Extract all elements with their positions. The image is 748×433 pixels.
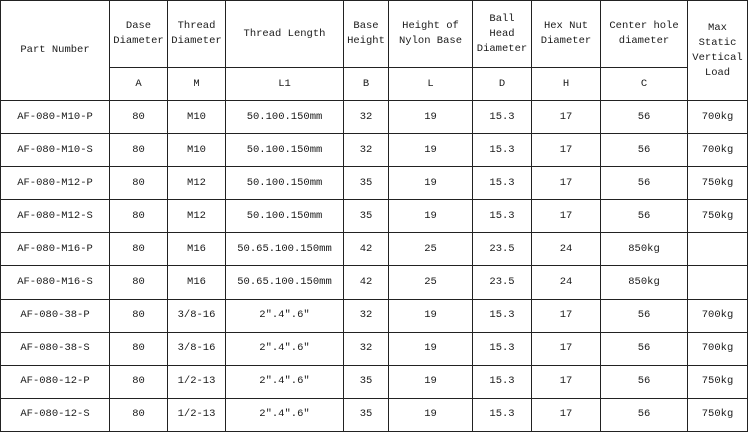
max-load-cell: 700kg	[688, 101, 748, 134]
hex-nut-cell: 17	[532, 398, 601, 431]
hex-nut-cell: 17	[532, 200, 601, 233]
symbol-m: M	[168, 68, 226, 101]
header-base-height: Base Height	[344, 1, 389, 68]
thread-length-cell: 50.65.100.150mm	[226, 266, 344, 299]
center-hole-cell: 56	[601, 167, 688, 200]
max-load-cell	[688, 266, 748, 299]
header-row	[1, 1, 748, 68]
thread-diameter-cell: M10	[168, 134, 226, 167]
table-row	[1, 266, 748, 299]
symbol-c: C	[601, 68, 688, 101]
ball-head-cell: 23.5	[473, 266, 532, 299]
hex-nut-cell: 17	[532, 134, 601, 167]
center-hole-cell: 56	[601, 200, 688, 233]
thread-length-cell: 50.100.150mm	[226, 167, 344, 200]
hex-nut-cell: 24	[532, 233, 601, 266]
part-number-cell: AF-080-38-S	[1, 332, 110, 365]
symbol-d: D	[473, 68, 532, 101]
center-hole-cell: 56	[601, 101, 688, 134]
ball-head-cell: 15.3	[473, 134, 532, 167]
center-hole-cell: 56	[601, 299, 688, 332]
base-diameter-cell: 80	[110, 332, 168, 365]
thread-diameter-cell: 1/2-13	[168, 398, 226, 431]
center-hole-cell: 56	[601, 134, 688, 167]
thread-length-cell: 50.100.150mm	[226, 101, 344, 134]
max-load-cell: 750kg	[688, 167, 748, 200]
center-hole-cell: 56	[601, 365, 688, 398]
thread-diameter-cell: M16	[168, 233, 226, 266]
nylon-height-cell: 19	[389, 167, 473, 200]
thread-length-cell: 50.65.100.150mm	[226, 233, 344, 266]
symbol-l1: L1	[226, 68, 344, 101]
nylon-height-cell: 19	[389, 134, 473, 167]
thread-length-cell: 2″.4″.6″	[226, 365, 344, 398]
ball-head-cell: 15.3	[473, 365, 532, 398]
part-number-cell: AF-080-M10-S	[1, 134, 110, 167]
base-diameter-cell: 80	[110, 266, 168, 299]
base-height-cell: 35	[344, 365, 389, 398]
hex-nut-cell: 17	[532, 167, 601, 200]
ball-head-cell: 15.3	[473, 101, 532, 134]
thread-diameter-cell: 1/2-13	[168, 365, 226, 398]
ball-head-cell: 15.3	[473, 200, 532, 233]
header-max-load: Max Static Vertical Load	[688, 1, 748, 101]
part-number-cell: AF-080-38-P	[1, 299, 110, 332]
max-load-cell: 700kg	[688, 299, 748, 332]
ball-head-cell: 15.3	[473, 167, 532, 200]
nylon-height-cell: 19	[389, 200, 473, 233]
header-thread-diameter: Thread Diameter	[168, 1, 226, 68]
max-load-cell: 750kg	[688, 365, 748, 398]
thread-diameter-cell: M12	[168, 200, 226, 233]
table-row	[1, 299, 748, 332]
center-hole-cell: 56	[601, 332, 688, 365]
base-diameter-cell: 80	[110, 167, 168, 200]
hex-nut-cell: 17	[532, 332, 601, 365]
header-nylon-height: Height of Nylon Base	[389, 1, 473, 68]
thread-diameter-cell: 3/8-16	[168, 299, 226, 332]
nylon-height-cell: 19	[389, 398, 473, 431]
thread-diameter-cell: M16	[168, 266, 226, 299]
center-hole-cell: 56	[601, 398, 688, 431]
base-height-cell: 35	[344, 167, 389, 200]
hex-nut-cell: 17	[532, 365, 601, 398]
ball-head-cell: 15.3	[473, 398, 532, 431]
hex-nut-cell: 17	[532, 299, 601, 332]
hex-nut-cell: 17	[532, 101, 601, 134]
header-ball-head-diameter: Ball Head Diameter	[473, 1, 532, 68]
table-row	[1, 332, 748, 365]
symbol-h: H	[532, 68, 601, 101]
part-number-cell: AF-080-M12-P	[1, 167, 110, 200]
part-number-cell: AF-080-M12-S	[1, 200, 110, 233]
table-row	[1, 365, 748, 398]
max-load-cell: 700kg	[688, 332, 748, 365]
ball-head-cell: 23.5	[473, 233, 532, 266]
header-base-diameter: Dase Diameter	[110, 1, 168, 68]
part-number-cell: AF-080-M10-P	[1, 101, 110, 134]
thread-diameter-cell: M12	[168, 167, 226, 200]
header-center-hole-diameter: Center hole diameter	[601, 1, 688, 68]
part-number-cell: AF-080-12-P	[1, 365, 110, 398]
symbol-b: B	[344, 68, 389, 101]
center-hole-cell: 850kg	[601, 266, 688, 299]
thread-diameter-cell: M10	[168, 101, 226, 134]
max-load-cell: 700kg	[688, 134, 748, 167]
nylon-height-cell: 19	[389, 365, 473, 398]
nylon-height-cell: 25	[389, 233, 473, 266]
nylon-height-cell: 19	[389, 299, 473, 332]
thread-length-cell: 2″.4″.6″	[226, 398, 344, 431]
nylon-height-cell: 19	[389, 332, 473, 365]
base-diameter-cell: 80	[110, 134, 168, 167]
symbol-a: A	[110, 68, 168, 101]
max-load-cell: 750kg	[688, 398, 748, 431]
table-body	[1, 101, 748, 432]
ball-head-cell: 15.3	[473, 332, 532, 365]
base-diameter-cell: 80	[110, 101, 168, 134]
nylon-height-cell: 25	[389, 266, 473, 299]
base-height-cell: 42	[344, 266, 389, 299]
table-row	[1, 200, 748, 233]
thread-length-cell: 50.100.150mm	[226, 200, 344, 233]
part-number-cell: AF-080-M16-P	[1, 233, 110, 266]
header-part-number: Part Number	[1, 1, 110, 101]
nylon-height-cell: 19	[389, 101, 473, 134]
part-number-cell: AF-080-12-S	[1, 398, 110, 431]
thread-length-cell: 2″.4″.6″	[226, 299, 344, 332]
base-height-cell: 42	[344, 233, 389, 266]
max-load-cell: 750kg	[688, 200, 748, 233]
thread-diameter-cell: 3/8-16	[168, 332, 226, 365]
table-row	[1, 398, 748, 431]
base-diameter-cell: 80	[110, 398, 168, 431]
center-hole-cell: 850kg	[601, 233, 688, 266]
thread-length-cell: 50.100.150mm	[226, 134, 344, 167]
base-diameter-cell: 80	[110, 200, 168, 233]
table-row	[1, 134, 748, 167]
table-row	[1, 233, 748, 266]
ball-head-cell: 15.3	[473, 299, 532, 332]
symbol-l: L	[389, 68, 473, 101]
part-number-cell: AF-080-M16-S	[1, 266, 110, 299]
base-height-cell: 35	[344, 200, 389, 233]
table-row	[1, 167, 748, 200]
hex-nut-cell: 24	[532, 266, 601, 299]
base-height-cell: 35	[344, 398, 389, 431]
thread-length-cell: 2″.4″.6″	[226, 332, 344, 365]
base-height-cell: 32	[344, 332, 389, 365]
table-row	[1, 101, 748, 134]
base-height-cell: 32	[344, 299, 389, 332]
symbol-row	[1, 68, 748, 101]
base-height-cell: 32	[344, 101, 389, 134]
base-height-cell: 32	[344, 134, 389, 167]
base-diameter-cell: 80	[110, 365, 168, 398]
header-hex-nut-diameter: Hex Nut Diameter	[532, 1, 601, 68]
max-load-cell	[688, 233, 748, 266]
header-thread-length: Thread Length	[226, 1, 344, 68]
base-diameter-cell: 80	[110, 233, 168, 266]
base-diameter-cell: 80	[110, 299, 168, 332]
